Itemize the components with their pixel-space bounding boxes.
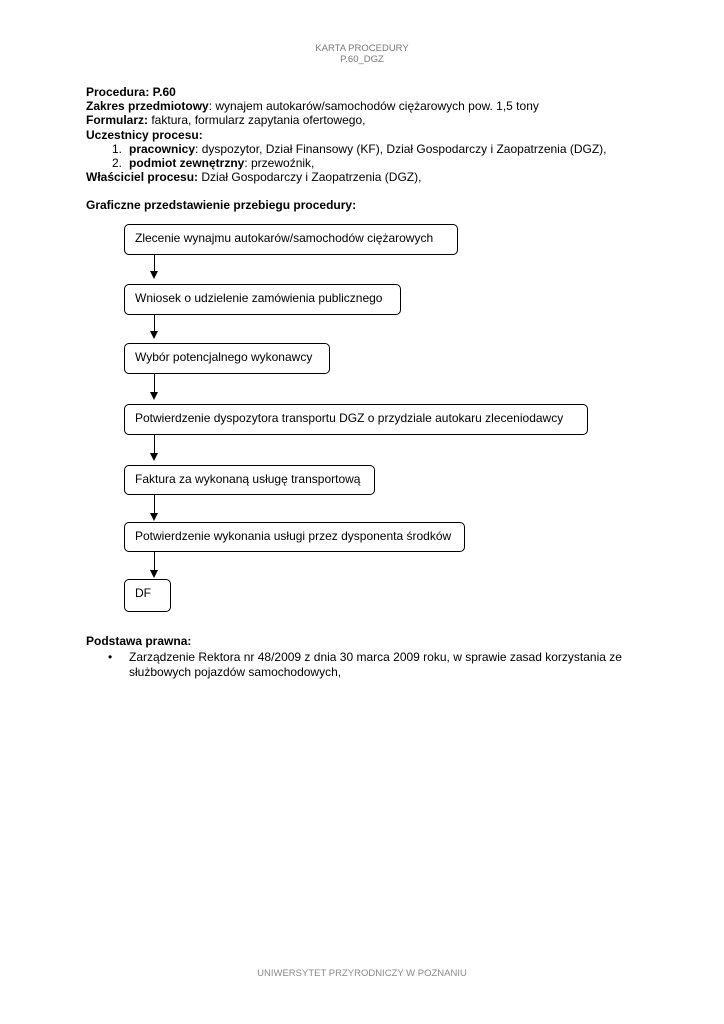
- flow-arrow: [150, 552, 160, 578]
- flow-step-7: DF: [124, 579, 171, 612]
- procedure-scope: Zakres przedmiotowy: wynajem autokarów/samochodów ciężarowych pow. 1,5 tony: [86, 99, 539, 114]
- flow-step-5: Faktura za wykonaną usługę transportową: [124, 465, 375, 495]
- participant-item: 2. podmiot zewnętrzny: przewoźnik,: [112, 156, 315, 171]
- footer-university: UNIWERSYTET PRZYRODNICZY W POZNANIU: [257, 968, 467, 979]
- flow-step-2: Wniosek o udzielenie zamówienia publicznego: [124, 284, 401, 315]
- flow-arrow: [150, 435, 160, 461]
- flow-step-4: Potwierdzenie dyspozytora transportu DGZ o przydziale autokaru zleceniodawcy: [124, 404, 588, 435]
- procedure-form: Formularz: faktura, formularz zapytania ofertowego,: [86, 113, 366, 128]
- flow-title: Graficzne przedstawienie przebiegu procedury:: [86, 198, 357, 212]
- legal-basis-title: Podstawa prawna:: [86, 634, 192, 648]
- bullet-icon: •: [108, 650, 113, 664]
- header-code: P.60_DGZ: [340, 54, 384, 65]
- legal-basis-item: [108, 650, 648, 679]
- procedure-id: Procedura: P.60: [86, 85, 176, 99]
- flow-arrow: [150, 315, 160, 339]
- flow-step-1: Zlecenie wynajmu autokarów/samochodów ciężarowych: [124, 224, 458, 255]
- process-owner: Właściciel procesu: Dział Gospodarczy i Zaopatrzenia (DGZ),: [86, 170, 422, 185]
- flow-step-3: Wybór potencjalnego wykonawcy: [124, 343, 330, 374]
- header-title: KARTA PROCEDURY: [315, 43, 409, 54]
- flow-step-6: Potwierdzenie wykonania usługi przez dysponenta środków: [124, 522, 465, 552]
- participant-item: 1. pracownicy: dyspozytor, Dział Finansowy (KF), Dział Gospodarczy i Zaopatrzenia (DGZ),: [112, 141, 607, 156]
- participants-list: [86, 142, 706, 170]
- procedure-metadata: [86, 85, 706, 184]
- legal-basis-text: Zarządzenie Rektora nr 48/2009 z dnia 30 marca 2009 roku, w sprawie zasad korzystania ze służbowych pojazdów samochodowych,: [129, 650, 622, 679]
- flow-arrow: [150, 255, 160, 279]
- flow-arrow: [150, 374, 160, 400]
- participants-heading: Uczestnicy procesu:: [86, 127, 203, 142]
- flow-arrow: [150, 495, 160, 521]
